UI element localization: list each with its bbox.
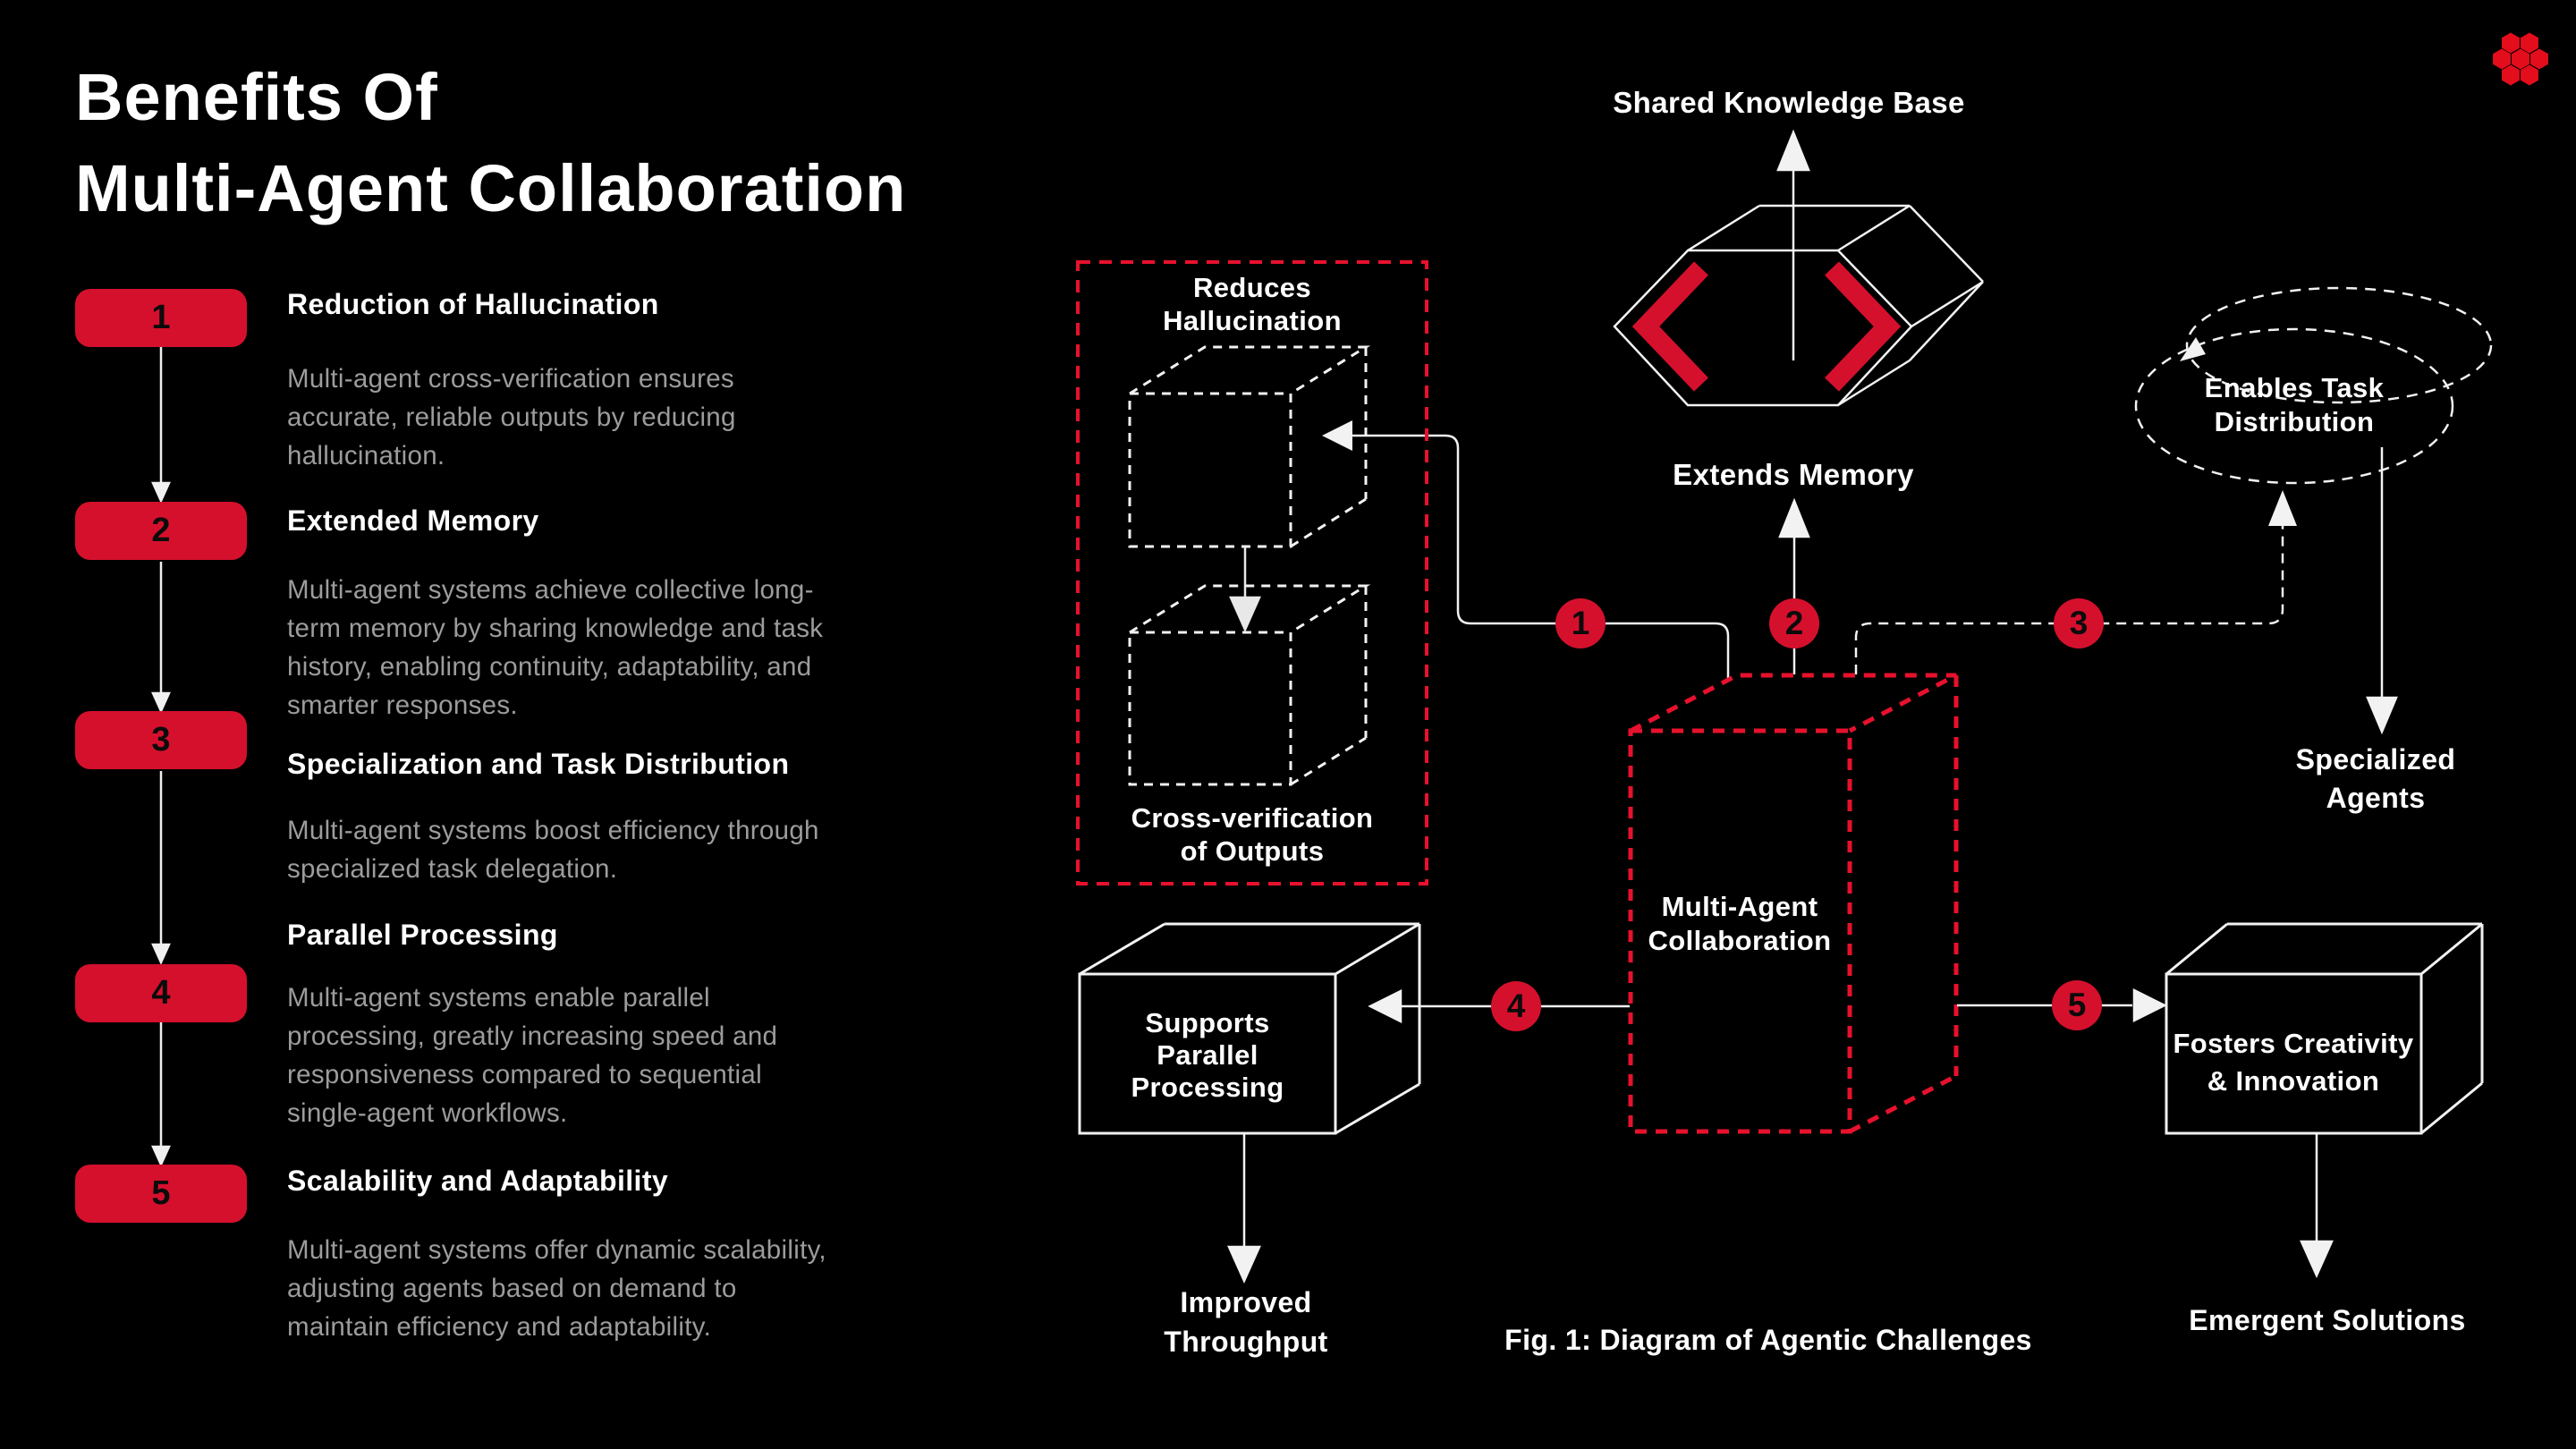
page-title-line2: Multi-Agent Collaboration: [75, 151, 907, 225]
logo-hexagon-cluster-icon: [2493, 33, 2548, 86]
node-number: 5: [2067, 987, 2087, 1023]
benefit-number: 1: [151, 299, 171, 336]
label-cross-verification: Cross-verification of Outputs: [1131, 802, 1374, 867]
benefit-body-5: Multi-agent systems offer dynamic scalability, adjusting agents based on demand to maintain efficiency and adaptability.: [287, 1235, 826, 1342]
connector-node-5: [2052, 980, 2102, 1030]
arrow-to-specialized-agents: [2368, 447, 2396, 732]
benefit-badge-5: [75, 1165, 247, 1223]
connector-node-2: [1769, 598, 1819, 648]
benefit-number: 5: [151, 1174, 171, 1212]
label-enables-task-distribution: Enables Task Distribution: [2204, 372, 2385, 437]
benefit-badge-4: [75, 964, 247, 1022]
label-shared-knowledge-base: Shared Knowledge Base: [1613, 86, 1965, 119]
page-title: [75, 52, 906, 234]
label-supports-parallel-processing: Supports Parallel Processing: [1131, 1007, 1284, 1103]
benefit-body-2: Multi-agent systems achieve collective long-term memory by sharing knowledge and task history, enabling continuity, adaptability, and smarter responses.: [287, 575, 824, 720]
arrow-to-emergent-solutions: [2301, 1133, 2332, 1275]
label-specialized-agents: Specialized Agents: [2295, 743, 2456, 814]
label-extends-memory: Extends Memory: [1673, 458, 1914, 491]
reduces-hallucination-container: [1078, 262, 1427, 884]
page-title-line1: Benefits Of: [75, 60, 438, 134]
benefit-badge-3: [75, 711, 247, 769]
label-emergent-solutions: Emergent Solutions: [2189, 1304, 2466, 1336]
node-number: 2: [1784, 605, 1804, 641]
benefit-number: 4: [151, 974, 171, 1012]
benefit-heading-4: Parallel Processing: [287, 919, 558, 951]
arrow-to-improved-throughput: [1229, 1133, 1259, 1281]
connector-node-4: [1491, 981, 1541, 1031]
code-brackets-icon: [1646, 268, 1887, 385]
benefit-body-3: Multi-agent systems boost efficiency through specialized task delegation.: [287, 816, 819, 884]
benefit-number: 3: [151, 721, 171, 758]
connector-3-arrowhead: [2268, 490, 2297, 526]
benefit-badge-1: [75, 289, 247, 347]
node-number: 3: [2069, 605, 2089, 641]
connector-node-3: [2054, 598, 2104, 648]
verification-cube-top: [1130, 347, 1366, 547]
connector-node-1: [1555, 598, 1606, 648]
benefit-body-4: Multi-agent systems enable parallel processing, greatly increasing speed and responsiveness compared to sequential single-agent workflows.: [287, 983, 778, 1128]
arrow-cube-to-cube: [1231, 547, 1259, 630]
label-multi-agent-collaboration: Multi-Agent Collaboration: [1648, 891, 1832, 956]
connector-1-line: [1322, 420, 1728, 682]
benefit-heading-5: Scalability and Adaptability: [287, 1165, 669, 1197]
label-improved-throughput: Improved Throughput: [1164, 1286, 1328, 1358]
arrow-to-shared-knowledge: [1778, 132, 1809, 360]
benefit-badge-2: [75, 502, 247, 560]
label-reduces-hallucination: Reduces Hallucination: [1163, 272, 1342, 336]
figure-caption: Fig. 1: Diagram of Agentic Challenges: [1504, 1324, 2032, 1356]
benefit-number: 2: [151, 512, 171, 549]
label-fosters-creativity: Fosters Creativity & Innovation: [2173, 1028, 2414, 1097]
benefit-heading-3: Specialization and Task Distribution: [287, 748, 790, 780]
node-number: 1: [1571, 605, 1590, 641]
node-number: 4: [1506, 987, 1526, 1024]
benefit-heading-1: Reduction of Hallucination: [287, 288, 659, 320]
ellipse-arrowhead: [2180, 337, 2206, 361]
benefit-heading-2: Extended Memory: [287, 504, 539, 537]
benefit-body-1: Multi-agent cross-verification ensures accurate, reliable outputs by reducing hallucination.: [287, 364, 736, 470]
